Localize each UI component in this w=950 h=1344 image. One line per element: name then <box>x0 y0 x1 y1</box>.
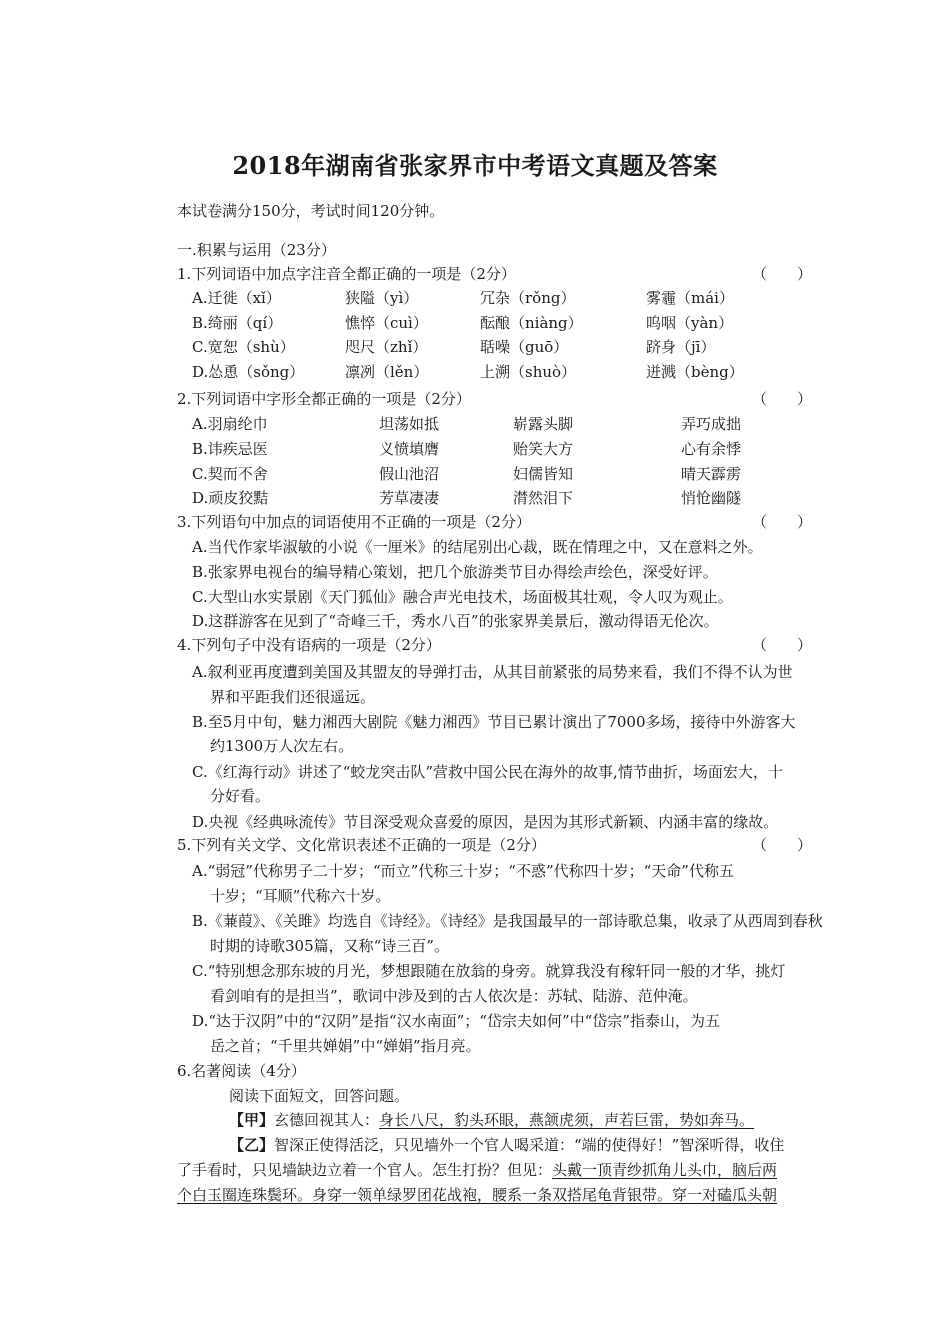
q2-option-d-4: 悄怆幽隧 <box>681 489 742 507</box>
q5-option-a: A.“弱冠”代称男子二十岁；“而立”代称三十岁；“不惑”代称四十岁；“天命”代称五 <box>192 862 734 880</box>
q3-option-b: B.张家界电视台的编导精心策划，把几个旅游类节目办得绘声绘色，深受好评。 <box>192 563 718 581</box>
q1-option-d-3: 上溯（shuò） <box>480 363 577 381</box>
q4-answer-paren: （ ） <box>752 636 813 654</box>
q3-option-d: D.这群游客在见到了“奇峰三千，秀水八百”的张家界美景后，激动得语无伦次。 <box>192 612 719 630</box>
q2-option-c-3: 妇儒皆知 <box>513 465 574 483</box>
q2-answer-paren: （ ） <box>752 390 813 408</box>
section-heading: 一.积累与运用（23分） <box>177 241 336 259</box>
q1-option-d-1: D.怂恿（sǒng） <box>192 363 305 381</box>
q6-passage-yi <box>229 1135 784 1155</box>
q1-option-a-4: 雾霾（mái） <box>646 289 734 307</box>
q1-option-b-2: 憔悴（cuì） <box>345 314 428 332</box>
q6-passage-jia <box>229 1110 754 1130</box>
q1-option-a-1: A.迁徙（xǐ） <box>192 289 281 307</box>
q1-option-c-2: 咫尺（zhǐ） <box>345 338 428 356</box>
q2-option-a-4: 弄巧成拙 <box>681 415 742 433</box>
q4-option-b-cont: 约1300万人次左右。 <box>210 737 354 755</box>
q1-stem: 1.下列词语中加点字注音全都正确的一项是（2分） <box>177 265 516 283</box>
q2-option-b-4: 心有余悸 <box>681 440 742 458</box>
q4-option-c: C.《红海行动》讲述了“蛟龙突击队”营救中国公民在海外的故事,情节曲折，场面宏大，十 <box>192 763 783 781</box>
yi-text-2: 了手看时，只见墙缺边立着一个官人。怎生打扮？但见： <box>177 1161 553 1179</box>
q2-stem: 2.下列词语中字形全都正确的一项是（2分） <box>177 390 471 408</box>
jia-label: 【甲】 <box>229 1111 275 1129</box>
q2-option-a-3: 崭露头脚 <box>513 415 574 433</box>
q5-stem: 5.下列有关文学、文化常识表述不正确的一项是（2分） <box>177 836 546 854</box>
q1-option-b-3: 酝酿（niàng） <box>480 314 583 332</box>
q6-instruction: 阅读下面短文，回答问题。 <box>229 1087 410 1105</box>
q5-answer-paren: （ ） <box>752 836 813 854</box>
jia-text: 玄德回视其人： <box>274 1111 380 1129</box>
q1-option-a-3: 冗杂（rǒng） <box>480 289 576 307</box>
q4-option-c-cont: 分好看。 <box>210 787 271 805</box>
q2-option-b-2: 义愤填膺 <box>379 440 440 458</box>
yi-underlined-2: 个白玉圈连珠鬓环。身穿一领单绿罗团花战袍，腰系一条双搭尾龟背银带。穿一对磕瓜头朝 <box>177 1186 778 1204</box>
q5-option-b-cont: 时期的诗歌305篇，又称“诗三百”。 <box>210 937 449 955</box>
q1-option-c-1: C.宽恕（shù） <box>192 338 295 356</box>
q2-option-d-2: 芳草凄凄 <box>379 489 440 507</box>
q3-answer-paren: （ ） <box>752 513 813 531</box>
yi-underlined-1: 头戴一顶青纱抓角儿头巾，脑后两 <box>552 1161 778 1179</box>
q3-stem: 3.下列语句中加点的词语使用不正确的一项是（2分） <box>177 513 531 531</box>
q2-option-b-3: 贻笑大方 <box>513 440 574 458</box>
q1-answer-paren: （ ） <box>752 265 813 283</box>
q5-option-c: C.“特别想念那东坡的月光，梦想跟随在放翁的身旁。就算我没有稼轩同一般的才华，挑灯 <box>192 962 786 980</box>
q6-passage-yi-line2 <box>177 1160 777 1180</box>
q1-option-a-2: 狭隘（yì） <box>345 289 419 307</box>
q5-option-d-cont: 岳之首；“千里共婵娟”中“婵娟”指月亮。 <box>210 1037 481 1055</box>
q5-option-d: D.“达于汉阴”中的“汉阴”是指“汉水南面”；“岱宗夫如何”中“岱宗”指泰山，为五 <box>192 1012 720 1030</box>
intro-text: 本试卷满分150分，考试时间120分钟。 <box>177 202 445 220</box>
q4-stem: 4.下列句子中没有语病的一项是（2分） <box>177 636 441 654</box>
q6-stem: 6.名著阅读（4分） <box>177 1062 306 1080</box>
yi-label: 【乙】 <box>229 1136 275 1154</box>
jia-underlined: 身长八尺，豹头环眼，燕颔虎须，声若巨雷，势如奔马。 <box>379 1111 755 1129</box>
q1-option-d-4: 迸溅（bèng） <box>646 363 744 381</box>
q5-option-a-cont: 十岁；“耳顺”代称六十岁。 <box>210 887 391 905</box>
q1-option-d-2: 凛冽（lěn） <box>345 363 429 381</box>
page-title: 2018年湖南省张家界市中考语文真题及答案 <box>232 151 718 180</box>
q2-option-c-2: 假山池沼 <box>379 465 440 483</box>
q5-option-b: B.《蒹葭》、《关雎》均选自《诗经》。《诗经》是我国最早的一部诗歌总集，收录了从西周到春秋 <box>192 912 823 930</box>
q2-option-a-1: A.羽扇纶巾 <box>192 415 268 433</box>
q1-option-b-4: 呜咽（yàn） <box>646 314 734 332</box>
q4-option-d: D.央视《经典咏流传》节目深受观众喜爱的原因，是因为其形式新颖、内涵丰富的缘故。 <box>192 813 779 831</box>
q1-option-c-3: 聒噪（guō） <box>480 338 569 356</box>
q1-option-c-4: 跻身（jī） <box>646 338 716 356</box>
q3-option-c: C.大型山水实景剧《天门狐仙》融合声光电技术，场面极其壮观，令人叹为观止。 <box>192 588 733 606</box>
q1-option-b-1: B.绮丽（qí） <box>192 314 283 332</box>
q4-option-b: B.至5月中旬，魅力湘西大剧院《魅力湘西》节目已累计演出了7000多场，接待中外游客大 <box>192 713 796 731</box>
q2-option-b-1: B.讳疾忌医 <box>192 440 268 458</box>
q2-option-c-4: 晴天霹雳 <box>681 465 742 483</box>
q2-option-d-1: D.顽皮狡黠 <box>192 489 269 507</box>
q4-option-a-cont: 界和平距我们还很遥远。 <box>210 688 376 706</box>
yi-text-1: 智深正使得活泛，只见墙外一个官人喝采道：“端的使得好！”智深听得，收住 <box>274 1136 785 1154</box>
q3-option-a: A.当代作家毕淑敏的小说《一厘米》的结尾别出心裁，既在情理之中，又在意料之外。 <box>192 538 763 556</box>
q2-option-d-3: 潸然泪下 <box>513 489 574 507</box>
q4-option-a: A.叙利亚再度遭到美国及其盟友的导弹打击，从其目前紧张的局势来看，我们不得不认为世 <box>192 663 793 681</box>
q2-option-c-1: C.契而不舍 <box>192 465 268 483</box>
q5-option-c-cont: 看剑咱有的是担当”，歌词中涉及到的古人依次是：苏轼、陆游、范仲淹。 <box>210 987 698 1005</box>
q2-option-a-2: 坦荡如抵 <box>379 415 440 433</box>
